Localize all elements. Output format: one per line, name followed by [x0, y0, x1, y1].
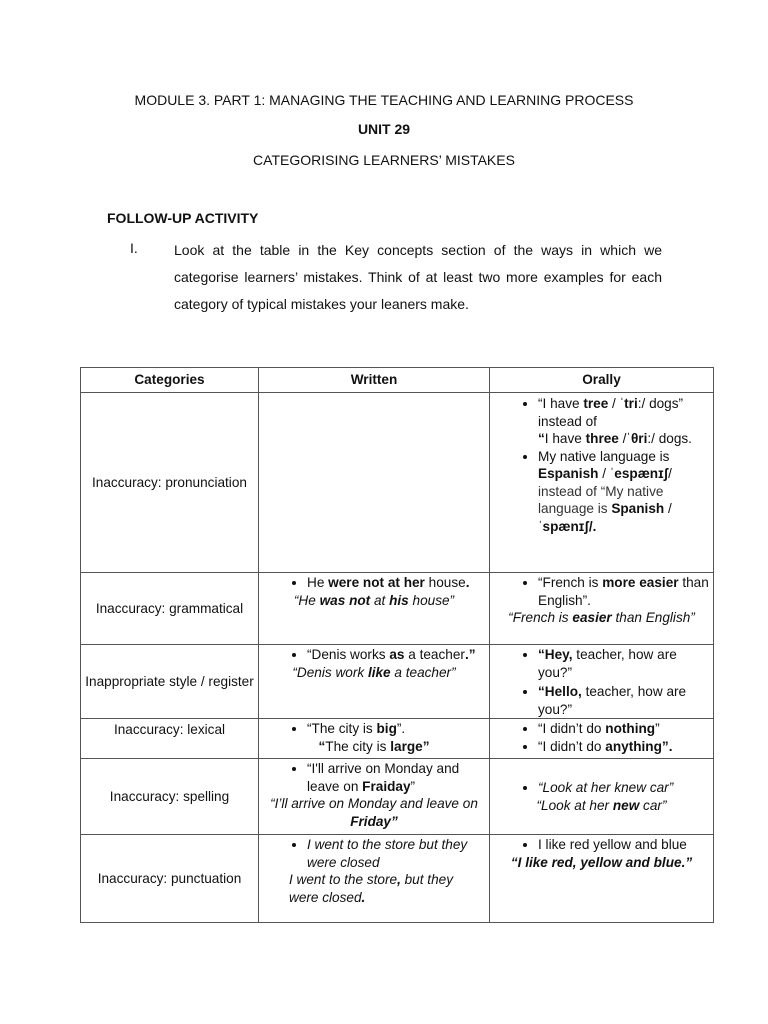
category-cell: Inaccuracy: pronunciation: [81, 393, 259, 573]
orally-cell: [490, 759, 714, 835]
written-cell: [259, 759, 490, 835]
list-item: [538, 738, 709, 756]
orally-cell: [490, 835, 714, 923]
text: house: [424, 575, 466, 590]
orally-list: [494, 720, 709, 755]
table-row: [81, 759, 714, 835]
text: anything: [605, 738, 662, 754]
text: .: [361, 889, 366, 905]
text: “He: [293, 592, 320, 608]
unit-subtitle: CATEGORISING LEARNERS’ MISTAKES: [253, 152, 515, 168]
header-orally: Orally: [490, 368, 714, 393]
written-list: [263, 574, 485, 592]
text: tree: [583, 396, 609, 411]
orally-cell: [490, 573, 714, 645]
list-item: [538, 574, 709, 609]
text: Fraiday: [362, 778, 411, 794]
text: ”.: [661, 738, 673, 754]
table-row: [81, 835, 714, 923]
text: “I have: [538, 396, 584, 411]
orally-cell: [490, 645, 714, 719]
text: ,: [397, 872, 401, 887]
text: “French is: [508, 610, 573, 625]
orally-list: [494, 395, 709, 535]
list-item: [538, 395, 709, 448]
written-list: [263, 720, 485, 738]
category-cell: Inaccuracy: spelling: [81, 759, 259, 835]
text: ”: [410, 778, 416, 794]
text: was not: [319, 592, 371, 608]
activity-instruction: Look at the table in the Key concepts section of the ways in which we categorise learners’ mistakes. Think of at least two more examples for each category of typical mistakes your leaners make.: [174, 242, 662, 312]
text: tri: [624, 396, 638, 411]
text: “Denis works: [307, 647, 390, 662]
text: / ˈ: [598, 466, 615, 481]
category-cell: Inaccuracy: lexical: [81, 719, 259, 759]
text: Friday: [350, 813, 391, 829]
text: The city is: [325, 738, 391, 754]
category-cell: Inappropriate style / register: [81, 645, 259, 719]
text: .”: [464, 647, 476, 662]
text: his: [389, 592, 409, 608]
text: nothing: [605, 721, 656, 736]
text: θri: [630, 431, 648, 446]
text: spænɪʃ/.: [542, 518, 597, 534]
written-list: [263, 836, 485, 871]
text: new: [612, 797, 640, 813]
mistakes-table: [80, 367, 714, 923]
correction-text: [494, 854, 709, 872]
text: at: [370, 592, 390, 608]
text: teacher, how are you?”: [538, 684, 687, 717]
text: “Hey,: [538, 647, 573, 662]
text: like: [367, 664, 391, 680]
text: three: [585, 431, 619, 446]
text: I have: [544, 431, 586, 446]
text: as: [389, 647, 405, 662]
text: “: [538, 431, 545, 446]
correction-text: [494, 797, 709, 815]
text: / ˈ: [608, 396, 625, 411]
text: /ˈ: [618, 431, 631, 446]
category-cell: Inaccuracy: punctuation: [81, 835, 259, 923]
orally-cell: [490, 393, 714, 573]
text: than English”: [611, 610, 695, 625]
text: I went to the store: [289, 872, 398, 887]
written-cell: [259, 719, 490, 759]
table-row: [81, 645, 714, 719]
text: ”: [391, 813, 398, 829]
text: “I like red, yellow and blue.”: [510, 854, 693, 870]
correction-text: [263, 795, 485, 830]
correction-text: [263, 664, 485, 682]
text: “The city is: [307, 721, 377, 736]
list-item: • I went to the store but they were closed: [307, 836, 485, 871]
text: “Denis work: [292, 664, 368, 680]
written-cell: [259, 393, 490, 573]
text: easier: [572, 610, 612, 625]
list-item: [538, 683, 709, 718]
written-cell: [259, 835, 490, 923]
text: a teacher”: [390, 664, 456, 680]
list-item: [538, 448, 709, 536]
text: house”: [408, 592, 455, 608]
text: a teacher: [404, 647, 465, 662]
text: Spanish: [611, 501, 665, 516]
correction-text: [263, 871, 485, 906]
list-item: [538, 720, 709, 738]
text: “I didn’t do: [538, 721, 606, 736]
table-row: [81, 719, 714, 759]
text: “French is: [538, 575, 603, 590]
text: car”: [639, 797, 667, 813]
written-cell: [259, 645, 490, 719]
text: “: [318, 738, 326, 754]
text: but they were closed: [289, 872, 453, 905]
text: big: [376, 721, 397, 736]
table-row: [81, 573, 714, 645]
text: teacher, how are you?”: [538, 647, 677, 680]
unit-title: UNIT 29: [357, 121, 411, 137]
list-item: [538, 646, 709, 681]
written-list: [263, 760, 485, 795]
text: ”.: [396, 721, 406, 736]
text: more easier: [602, 575, 679, 590]
text: “I’ll arrive on Monday and leave on: [270, 796, 478, 811]
text: / ˈ: [538, 501, 672, 534]
text: “Look at her: [536, 797, 613, 813]
text: My native language is: [538, 448, 670, 464]
list-item: [307, 574, 485, 592]
header-categories: Categories: [81, 368, 259, 393]
text: :/ dogs.: [647, 431, 692, 446]
orally-list: [494, 836, 709, 854]
text: “I didn’t do: [538, 738, 606, 754]
text: ”: [422, 738, 430, 754]
table-row: [81, 393, 714, 573]
orally-cell: [490, 719, 714, 759]
list-item: • “Look at her knew car”: [538, 779, 709, 797]
list-item: • I like red yellow and blue: [538, 836, 709, 854]
text: He: [307, 575, 329, 590]
text: ”: [655, 721, 660, 736]
list-item: [307, 646, 485, 664]
text: than English”.: [538, 575, 709, 608]
header-written: Written: [259, 368, 490, 393]
text: /: [668, 466, 672, 481]
orally-list: [494, 646, 709, 718]
list-item: [307, 720, 485, 738]
category-cell: Inaccuracy: grammatical: [81, 573, 259, 645]
orally-list: [494, 574, 709, 609]
text: instead of “My native language is: [538, 483, 664, 516]
written-list: [263, 646, 485, 664]
table-header-row: [81, 368, 714, 393]
orally-list: [494, 779, 709, 797]
text: “I'll arrive on Monday and leave on: [307, 761, 460, 794]
activity-title: FOLLOW-UP ACTIVITY: [107, 210, 259, 226]
text: were not at her: [328, 575, 425, 590]
activity-number: I.: [130, 240, 138, 256]
text: .: [465, 575, 470, 590]
text: Espanish: [538, 466, 599, 481]
text: espænɪʃ: [614, 466, 669, 481]
correction-text: [494, 609, 709, 627]
module-title: MODULE 3. PART 1: MANAGING THE TEACHING AND LEARNING PROCESS: [134, 92, 634, 108]
text: large: [390, 738, 423, 754]
correction-text: [263, 592, 485, 610]
written-cell: [259, 573, 490, 645]
text: :/ dogs” instead of: [538, 396, 684, 429]
text: “Hello,: [538, 684, 582, 699]
correction-text: [263, 738, 485, 756]
list-item: [307, 760, 485, 795]
